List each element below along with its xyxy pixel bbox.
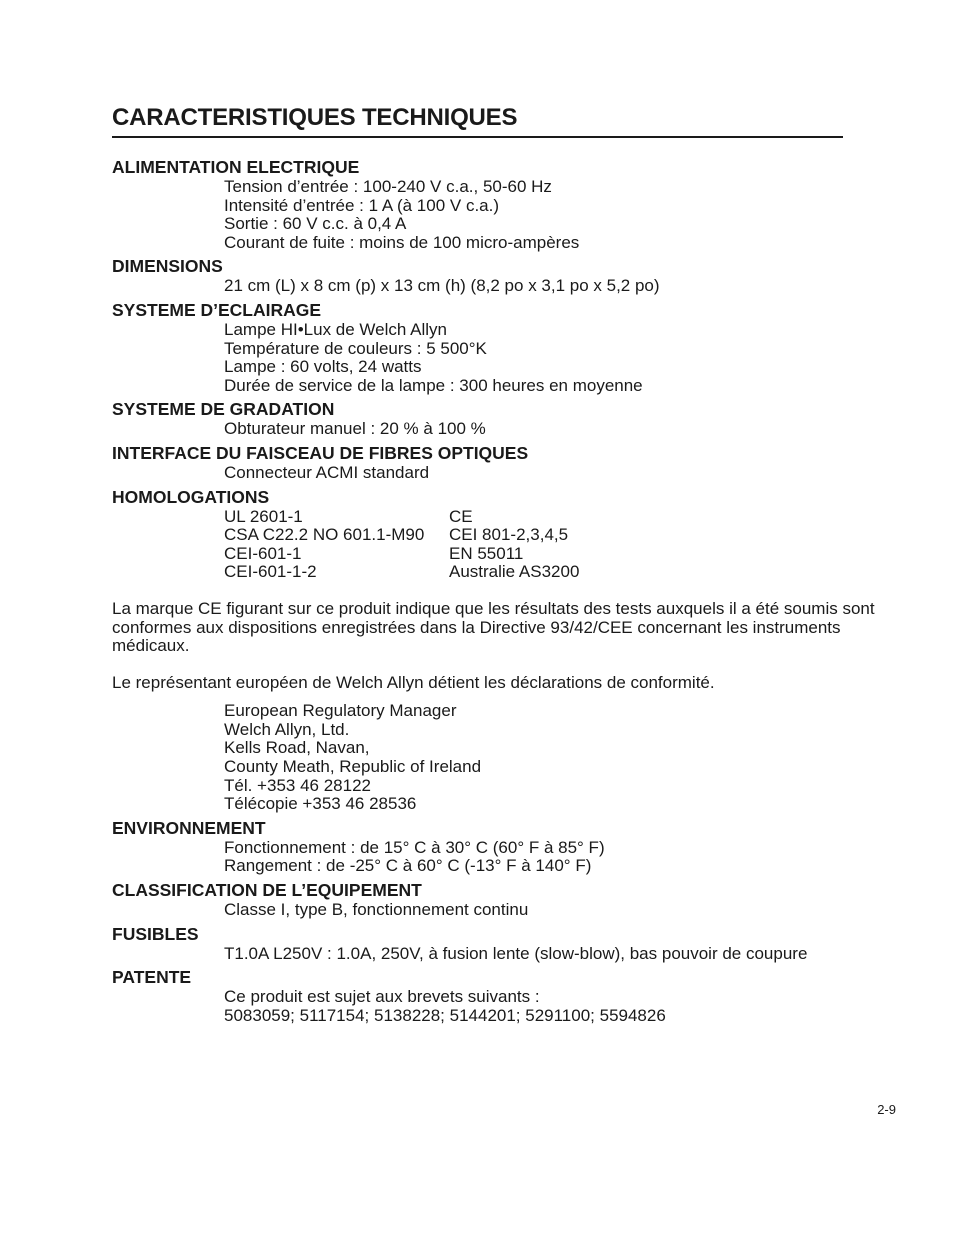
spec-line: 21 cm (L) x 8 cm (p) x 13 cm (h) (8,2 po x 3,1 po x 5,2 po) (224, 276, 660, 296)
table-cell: CE (449, 506, 473, 526)
spec-line: Obturateur manuel : 20 % à 100 % (224, 419, 486, 439)
table-cell: Australie AS3200 (449, 562, 580, 582)
spec-line: 5083059; 5117154; 5138228; 5144201; 5291100; 5594826 (224, 1005, 666, 1025)
spec-line: Courant de fuite : moins de 100 micro-ampères (224, 232, 580, 252)
section-body-eclairage (112, 321, 912, 395)
table-row (224, 508, 912, 527)
section-body-patente (112, 988, 912, 1025)
spec-line: T1.0A L250V : 1.0A, 250V, à fusion lente (slow-blow), bas pouvoir de coupure (224, 943, 808, 963)
address-block (112, 702, 912, 814)
address-line: Kells Road, Navan, (224, 738, 370, 758)
spec-line: Intensité d’entrée : 1 A (à 100 V c.a.) (224, 195, 500, 215)
spec-line: Lampe HI•Lux de Welch Allyn (224, 319, 447, 339)
spec-line: Durée de service de la lampe : 300 heures en moyenne (224, 375, 643, 395)
address-line: County Meath, Republic of Ireland (224, 757, 482, 777)
homologations-table (112, 508, 912, 582)
section-heading-alimentation: ALIMENTATION ELECTRIQUE (112, 157, 360, 177)
section-body-classification (112, 901, 912, 920)
section-heading-eclairage: SYSTEME D’ECLAIRAGE (112, 299, 322, 320)
title-rule (112, 136, 843, 138)
spec-line: Température de couleurs : 5 500°K (224, 338, 487, 358)
representative-paragraph: Le représentant européen de Welch Allyn détient les déclarations de conformité. (112, 672, 715, 692)
table-cell: UL 2601-1 (224, 506, 303, 526)
section-heading-environnement: ENVIRONNEMENT (112, 817, 266, 838)
table-cell: EN 55011 (449, 543, 524, 563)
spec-content (112, 157, 912, 1025)
spec-line: Tension d’entrée : 100-240 V c.a., 50-60 Hz (224, 177, 552, 196)
section-heading-interface: INTERFACE DU FAISCEAU DE FIBRES OPTIQUES (112, 442, 529, 463)
page-number: 2-9 (877, 1102, 896, 1117)
spec-line: Sortie : 60 V c.c. à 0,4 A (224, 214, 407, 234)
spec-line: Classe I, type B, fonctionnement continu (224, 900, 529, 920)
section-heading-fusibles: FUSIBLES (112, 923, 199, 944)
section-body-dimensions (112, 277, 912, 296)
page-title: CARACTERISTIQUES TECHNIQUES (112, 104, 518, 131)
section-body-fusibles (112, 945, 912, 964)
section-heading-dimensions: DIMENSIONS (112, 256, 223, 277)
address-line: Welch Allyn, Ltd. (224, 719, 350, 739)
spec-line: Ce produit est sujet aux brevets suivants : (224, 987, 540, 1007)
section-heading-patente: PATENTE (112, 967, 192, 988)
section-body-interface (112, 464, 912, 483)
address-line: Tél. +353 46 28122 (224, 775, 371, 795)
spec-line: Fonctionnement : de 15° C à 30° C (60° F à 85° F) (224, 837, 605, 857)
table-cell: CEI-601-1 (224, 543, 302, 563)
section-heading-homologations: HOMOLOGATIONS (112, 486, 270, 507)
table-cell: CEI 801-2,3,4,5 (449, 525, 569, 545)
table-row (224, 545, 912, 564)
ce-mark-paragraph: La marque CE figurant sur ce produit indique que les résultats des tests auxquels il a été soumis sont conformes aux dispositions enregistrées dans la Directive 93/42/CEE concernant les instruments médicaux. (112, 598, 875, 656)
spec-line: Rangement : de -25° C à 60° C (-13° F à 140° F) (224, 856, 592, 876)
table-cell: CEI-601-1-2 (224, 562, 317, 582)
spec-line: Connecteur ACMI standard (224, 462, 430, 482)
section-body-gradation (112, 420, 912, 439)
table-row (224, 526, 912, 545)
address-line: Télécopie +353 46 28536 (224, 794, 417, 814)
table-row (224, 563, 912, 582)
address-line: European Regulatory Manager (224, 701, 457, 721)
spec-line: Lampe : 60 volts, 24 watts (224, 357, 422, 377)
section-heading-classification: CLASSIFICATION DE L’EQUIPEMENT (112, 880, 422, 901)
table-cell: CSA C22.2 NO 601.1-M90 (224, 525, 425, 545)
section-body-alimentation (112, 178, 912, 252)
section-body-environnement (112, 839, 912, 876)
section-heading-gradation: SYSTEME DE GRADATION (112, 399, 335, 420)
